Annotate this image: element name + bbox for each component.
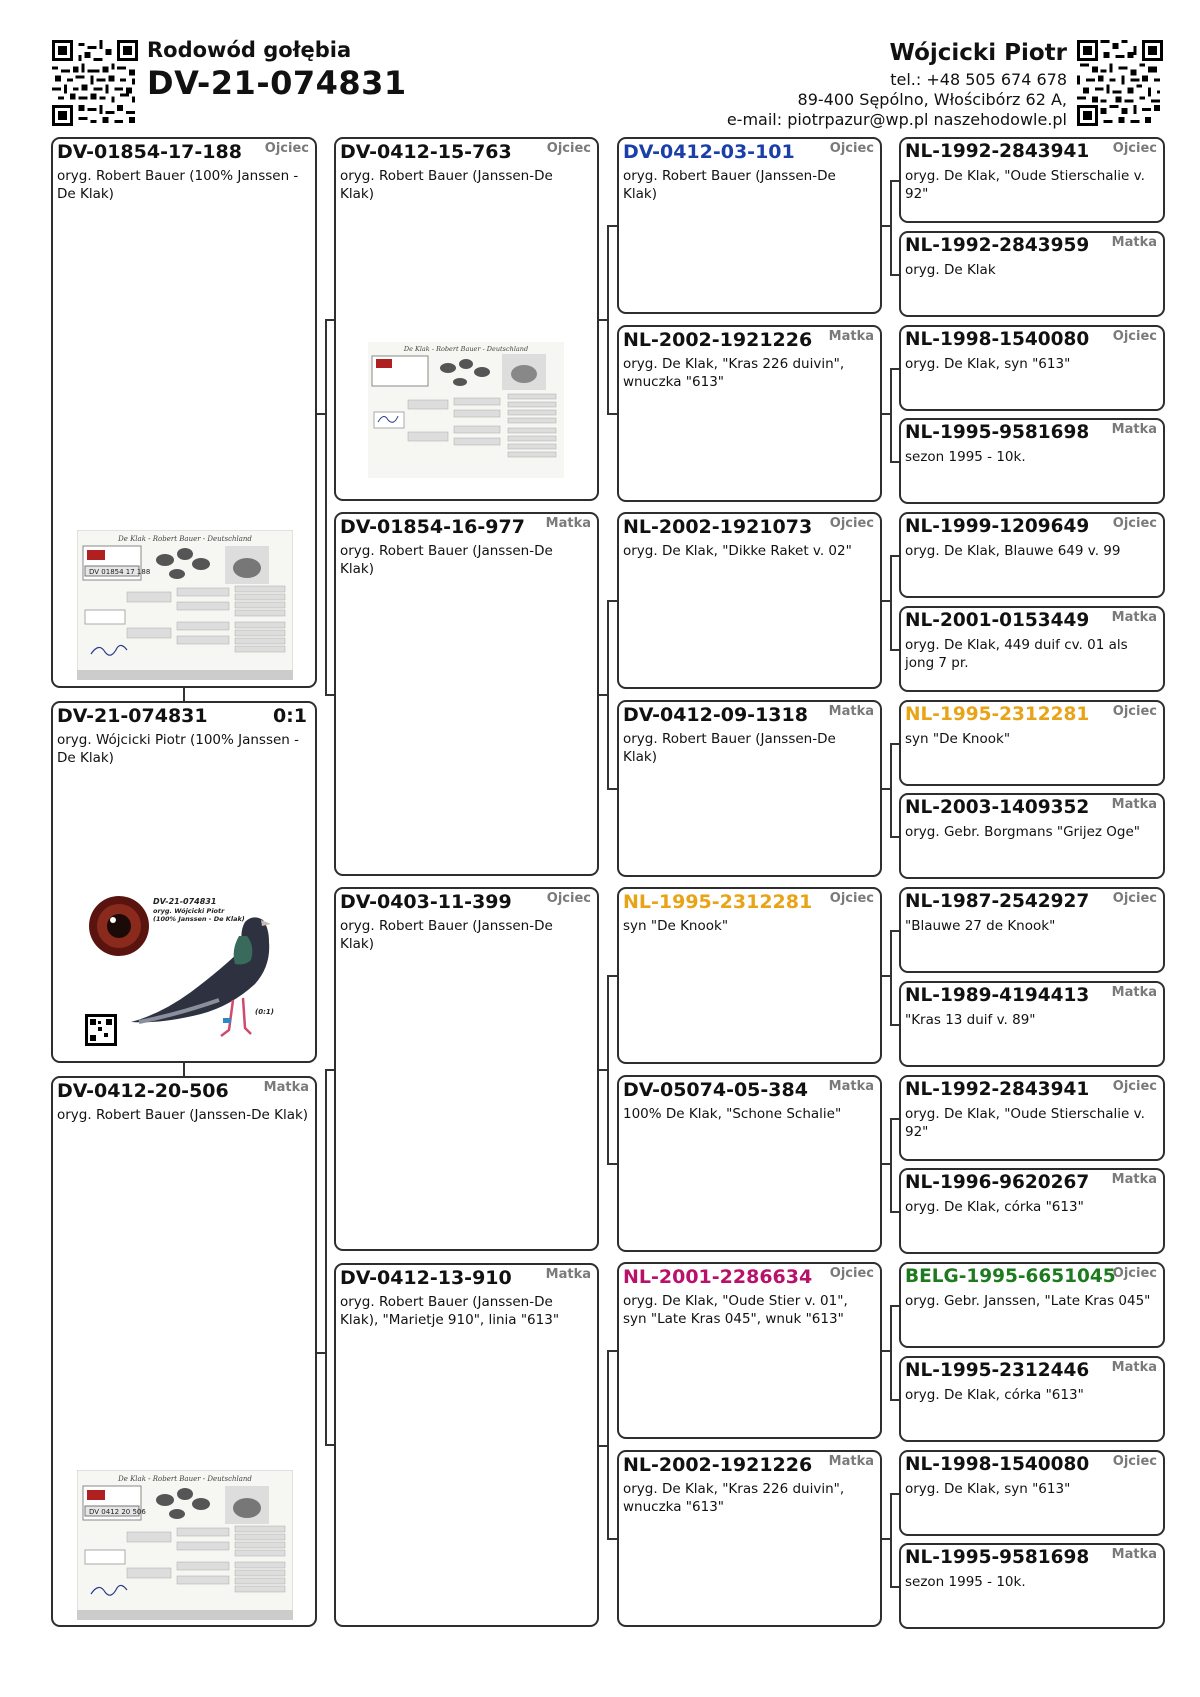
connector-line (890, 743, 899, 745)
sex-label: Ojciec (546, 141, 591, 156)
sex-label: Ojciec (1112, 891, 1157, 906)
ring-number: DV-01854-16-977 (340, 516, 525, 538)
owner-info (727, 38, 1067, 130)
photo-caption-owner: oryg. Wójcicki Piotr (153, 907, 225, 915)
origin-description: oryg. De Klak, "Kras 226 duivin", wnuczka "613" (623, 1481, 845, 1515)
qr-code-right (1077, 40, 1163, 126)
pedigree-card (899, 1075, 1165, 1161)
sex-label: Ojciec (829, 1266, 874, 1281)
origin-description: syn "De Knook" (905, 731, 1011, 747)
ring-number: NL-2001-2286634 (623, 1266, 813, 1288)
origin-description: oryg. Robert Bauer (Janssen-De Klak) (340, 543, 553, 577)
origin-description: oryg. De Klak, "Oude Stierschalie v. 92" (905, 1106, 1145, 1140)
pedigree-card (617, 1075, 882, 1252)
origin-description: oryg. De Klak (905, 262, 996, 278)
owner-name: Wójcicki Piotr (889, 40, 1067, 66)
connector-line (890, 930, 892, 1026)
photo-caption-origin: (100% Janssen - De Klak) (153, 915, 245, 923)
pedigree-card (899, 325, 1165, 411)
pedigree-card (617, 512, 882, 689)
ring-number: DV-0412-13-910 (340, 1267, 512, 1289)
origin-description: oryg. Robert Bauer (Janssen-De Klak) (340, 168, 553, 202)
ring-number: NL-2003-1409352 (905, 797, 1090, 818)
ring-number: DV-21-074831 (57, 705, 208, 727)
owner-address: 89-400 Sępólno, Włościbórz 62 A, (797, 90, 1067, 109)
origin-description: oryg. Robert Bauer (Janssen-De Klak), "Marietje 910", linia "613" (340, 1294, 560, 1328)
ring-number: DV-0412-03-101 (623, 141, 795, 163)
score-label: 0:1 (272, 705, 307, 727)
pigeon-photo (83, 896, 287, 1052)
sex-label: Matka (1111, 1172, 1157, 1187)
sex-label: Matka (1111, 235, 1157, 250)
pedigree-card-gen2 (334, 887, 599, 1251)
pedigree-card (899, 1262, 1165, 1348)
origin-description: oryg. Gebr. Borgmans "Grijez Oge" (905, 824, 1141, 840)
pedigree-card-gen2 (334, 137, 599, 501)
ring-number: NL-1989-4194413 (905, 985, 1090, 1006)
connector-line (890, 1211, 899, 1213)
pedigree-card (899, 1356, 1165, 1442)
connector-line (890, 1305, 892, 1401)
connector-line (890, 930, 899, 932)
connector-line (890, 743, 892, 838)
origin-description: oryg. De Klak, Blauwe 649 v. 99 (905, 543, 1121, 559)
connector-line (607, 1350, 617, 1352)
connector-line (890, 274, 899, 276)
sex-label: Matka (1111, 1360, 1157, 1375)
origin-description: oryg. De Klak, "Oude Stier v. 01", syn "Late Kras 045", wnuk "613" (623, 1293, 848, 1327)
pedigree-card (899, 1168, 1165, 1254)
origin-description: oryg. Robert Bauer (Janssen-De Klak) (623, 168, 836, 202)
origin-description: "Blauwe 27 de Knook" (905, 918, 1056, 934)
certificate-header: De Klak - Robert Bauer - Deutschland (118, 1475, 252, 1483)
ring-number: NL-1998-1540080 (905, 329, 1090, 350)
certificate-ring: DV 0412 20 506 (89, 1508, 146, 1516)
origin-description: oryg. Wójcicki Piotr (100% Janssen - De Klak) (57, 732, 300, 766)
certificate-header: De Klak - Robert Bauer - Deutschland (403, 345, 529, 353)
connector-line (325, 1444, 334, 1446)
connector-line (890, 555, 899, 557)
connector-line (325, 319, 334, 321)
pedigree-card (617, 700, 882, 877)
connector-line (607, 975, 617, 977)
ring-number: NL-1995-9581698 (905, 1547, 1090, 1568)
origin-description: sezon 1995 - 10k. (905, 449, 1026, 465)
pedigree-card (617, 1450, 882, 1627)
connector-line (607, 600, 609, 790)
connector-line (607, 225, 617, 227)
connector-line (890, 180, 892, 276)
owner-phone: tel.: +48 505 674 678 (890, 70, 1067, 89)
connector-line (890, 368, 892, 463)
pedigree-card-gen2 (334, 1263, 599, 1627)
connector-line (325, 694, 334, 696)
origin-description: oryg. De Klak, "Oude Stierschalie v. 92" (905, 168, 1145, 202)
document-title: Rodowód gołębia (147, 38, 352, 62)
sex-label: Ojciec (264, 141, 309, 156)
pedigree-card (899, 512, 1165, 598)
connector-line (325, 1069, 334, 1071)
connector-line (607, 600, 617, 602)
connector-line (890, 555, 892, 651)
connector-line (890, 1586, 899, 1588)
pedigree-card (899, 981, 1165, 1067)
ring-number: NL-2002-1921073 (623, 516, 813, 538)
sex-label: Ojciec (1112, 1079, 1157, 1094)
connector-line (607, 788, 617, 790)
sex-label: Matka (828, 704, 874, 719)
sex-label: Matka (545, 1267, 591, 1282)
ring-number: NL-1987-2542927 (905, 891, 1090, 912)
connector-line (183, 1063, 185, 1076)
pedigree-card (617, 1262, 882, 1439)
pedigree-card (899, 700, 1165, 786)
certificate-thumbnail (77, 1470, 293, 1620)
sex-label: Ojciec (1112, 141, 1157, 156)
origin-description: oryg. De Klak, córka "613" (905, 1199, 1084, 1215)
ring-number: NL-2002-1921226 (623, 1454, 813, 1476)
ring-number: NL-1996-9620267 (905, 1172, 1090, 1193)
pedigree-card (899, 606, 1165, 692)
ring-number: DV-0403-11-399 (340, 891, 512, 913)
certificate-ring: DV 01854 17 188 (89, 568, 151, 576)
connector-line (890, 461, 899, 463)
connector-line (890, 1118, 892, 1213)
pedigree-card (899, 793, 1165, 879)
sex-label: Matka (828, 1079, 874, 1094)
photo-score: (0:1) (255, 1008, 274, 1016)
sex-label: Matka (1111, 797, 1157, 812)
connector-line (607, 1350, 609, 1540)
certificate-thumbnail (77, 530, 293, 680)
sex-label: Matka (1111, 610, 1157, 625)
connector-line (890, 368, 899, 370)
ring-number: NL-1992-2843941 (905, 1079, 1090, 1100)
connector-line (607, 413, 617, 415)
pedigree-card (899, 137, 1165, 223)
main-ring-number: DV-21-074831 (147, 64, 407, 102)
pedigree-card-gen2 (334, 512, 599, 876)
connector-line (607, 1538, 617, 1540)
sex-label: Matka (828, 1454, 874, 1469)
ring-number: DV-01854-17-188 (57, 141, 242, 163)
origin-description: syn "De Knook" (623, 918, 729, 934)
ring-number: NL-1995-2312281 (905, 704, 1090, 725)
ring-number: NL-1995-2312446 (905, 1360, 1090, 1381)
origin-description: oryg. De Klak, córka "613" (905, 1387, 1084, 1403)
certificate-thumbnail (368, 342, 564, 478)
photo-caption-ring: DV-21-074831 (153, 897, 217, 906)
ring-number: DV-0412-20-506 (57, 1080, 229, 1102)
origin-description: oryg. De Klak, 449 duif cv. 01 als jong 7 pr. (905, 637, 1128, 671)
origin-description: oryg. De Klak, "Kras 226 duivin", wnuczka "613" (623, 356, 845, 390)
origin-description: oryg. De Klak, syn "613" (905, 356, 1071, 372)
pedigree-card-main (51, 701, 317, 1063)
ring-number: BELG-1995-6651045 (905, 1266, 1116, 1287)
pedigree-card (617, 137, 882, 314)
pedigree-card (899, 231, 1165, 317)
ring-number: NL-1992-2843959 (905, 235, 1090, 256)
connector-line (325, 1069, 327, 1446)
connector-line (890, 1493, 892, 1588)
origin-description: "Kras 13 duif v. 89" (905, 1012, 1036, 1028)
origin-description: oryg. De Klak, "Dikke Raket v. 02" (623, 543, 852, 559)
origin-description: oryg. De Klak, syn "613" (905, 1481, 1071, 1497)
connector-line (890, 1118, 899, 1120)
ring-number: DV-0412-09-1318 (623, 704, 808, 726)
origin-description: oryg. Robert Bauer (Janssen-De Klak) (57, 1107, 309, 1123)
origin-description: oryg. Robert Bauer (100% Janssen - De Klak) (57, 168, 299, 202)
owner-contact: e-mail: piotrpazur@wp.pl naszehodowle.pl (726, 110, 1067, 129)
origin-description: oryg. Robert Bauer (Janssen-De Klak) (623, 731, 836, 765)
connector-line (890, 1493, 899, 1495)
connector-line (890, 1305, 899, 1307)
origin-description: sezon 1995 - 10k. (905, 1574, 1026, 1590)
sex-label: Ojciec (1112, 329, 1157, 344)
ring-number: NL-1999-1209649 (905, 516, 1090, 537)
pedigree-card (899, 1450, 1165, 1536)
ring-number: NL-1995-9581698 (905, 422, 1090, 443)
origin-description: oryg. Gebr. Janssen, "Late Kras 045" (905, 1293, 1151, 1309)
connector-line (890, 1024, 899, 1026)
sex-label: Ojciec (1112, 704, 1157, 719)
connector-line (890, 649, 899, 651)
ring-number: DV-0412-15-763 (340, 141, 512, 163)
ring-number: NL-1998-1540080 (905, 1454, 1090, 1475)
connector-line (607, 975, 609, 1165)
pedigree-card (899, 1543, 1165, 1629)
connector-line (890, 836, 899, 838)
sex-label: Matka (545, 516, 591, 531)
sex-label: Ojciec (829, 141, 874, 156)
sex-label: Ojciec (829, 516, 874, 531)
pedigree-card-father (51, 137, 317, 688)
origin-description: oryg. Robert Bauer (Janssen-De Klak) (340, 918, 553, 952)
sex-label: Ojciec (1112, 516, 1157, 531)
connector-line (607, 225, 609, 415)
ring-number: NL-1992-2843941 (905, 141, 1090, 162)
sex-label: Ojciec (546, 891, 591, 906)
sex-label: Matka (1111, 422, 1157, 437)
sex-label: Matka (263, 1080, 309, 1095)
pedigree-card (899, 418, 1165, 504)
pedigree-card (899, 887, 1165, 973)
pedigree-card-mother (51, 1076, 317, 1627)
sex-label: Matka (1111, 1547, 1157, 1562)
connector-line (890, 1399, 899, 1401)
sex-label: Matka (828, 329, 874, 344)
sex-label: Ojciec (1112, 1454, 1157, 1469)
ring-number: NL-1995-2312281 (623, 891, 813, 913)
sex-label: Matka (1111, 985, 1157, 1000)
sex-label: Ojciec (1112, 1266, 1157, 1281)
ring-number: NL-2001-0153449 (905, 610, 1090, 631)
connector-line (183, 688, 185, 701)
ring-number: DV-05074-05-384 (623, 1079, 808, 1101)
connector-line (890, 180, 899, 182)
connector-line (325, 319, 327, 696)
pedigree-card (617, 887, 882, 1064)
origin-description: 100% De Klak, "Schone Schalie" (623, 1106, 842, 1122)
pedigree-card (617, 325, 882, 502)
connector-line (607, 1163, 617, 1165)
qr-code-left (52, 40, 138, 126)
sex-label: Ojciec (829, 891, 874, 906)
certificate-header: De Klak - Robert Bauer - Deutschland (118, 535, 252, 543)
ring-number: NL-2002-1921226 (623, 329, 813, 351)
